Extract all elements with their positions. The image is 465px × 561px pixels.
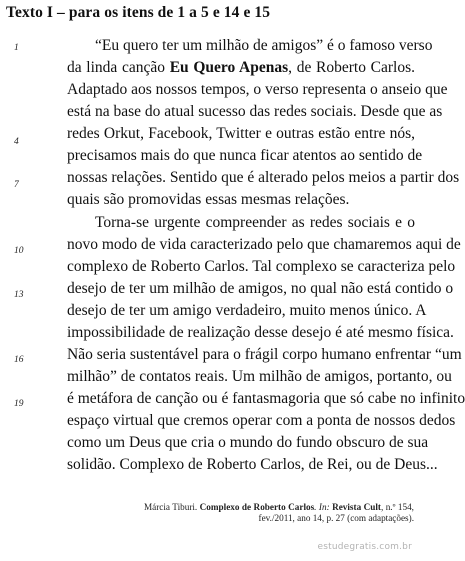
watermark: estudegratis.com.br — [317, 542, 412, 552]
text-line: precisamos mais do que nunca ficar atentos ao sentido de — [67, 147, 423, 164]
text-line: espaço virtual que cremos operar com a ponta de nossos dedos — [67, 412, 456, 429]
line-number: 13 — [14, 290, 24, 300]
text-line: nossas relações. Sentido que é alterado pelos meios a partir dos — [67, 169, 460, 186]
text-line: desejo de ter um milhão de amigos, no qual não está contido o — [67, 280, 454, 297]
text-line: Não seria sustentável para o frágil corpo humano enfrentar “um — [67, 346, 462, 363]
line-number: 1 — [14, 43, 19, 53]
text-line: é metáfora de canção ou é fantasmagoria que só cabe no infinito — [67, 390, 465, 407]
text-line: solidão. Complexo de Roberto Carlos, de Rei, ou de Deus... — [67, 456, 438, 473]
text-line: quais são promovidas essas mesmas relações. — [67, 191, 350, 208]
text-line: da linda canção Eu Quero Apenas, de Roberto Carlos. — [67, 59, 415, 76]
text-line: como um Deus que cria o mundo do fundo obscuro de sua — [67, 434, 429, 451]
text-line: novo modo de vida caracterizado pelo que chamaremos aqui de — [67, 236, 461, 253]
line-number: 16 — [14, 355, 24, 365]
text-line: Torna-se urgente compreender as redes sociais e o — [95, 214, 415, 231]
text-line: redes Orkut, Facebook, Twitter e outras estão entre nós, — [67, 125, 415, 142]
text-line: milhão” de contatos reais. Um milhão de amigos, portanto, ou — [67, 368, 452, 385]
line-number: 4 — [14, 137, 19, 147]
text-line: Adaptado aos nossos tempos, o verso representa o anseio que — [67, 81, 448, 98]
text-title: Texto I – para os itens de 1 a 5 e 14 e 15 — [6, 4, 271, 21]
source-credit: Márcia Tiburi. Complexo de Roberto Carlos. In: Revista Cult, n.º 154, fev./2011, ano 14, p. 27 (com adaptações). — [144, 502, 414, 523]
text-line: “Eu quero ter um milhão de amigos” é o famoso verso — [95, 37, 433, 54]
text-line: desejo de ter um amigo verdadeiro, muito menos único. A — [67, 302, 427, 319]
text-line: está na base do atual sucesso das redes sociais. Desde que as — [67, 103, 443, 120]
line-number: 7 — [14, 180, 19, 190]
text-line: complexo de Roberto Carlos. Tal complexo se caracteriza pelo — [67, 258, 456, 275]
text-line: impossibilidade de realização desse desejo é até mesmo física. — [67, 324, 454, 341]
line-number: 19 — [14, 399, 24, 409]
line-number: 10 — [14, 246, 24, 256]
